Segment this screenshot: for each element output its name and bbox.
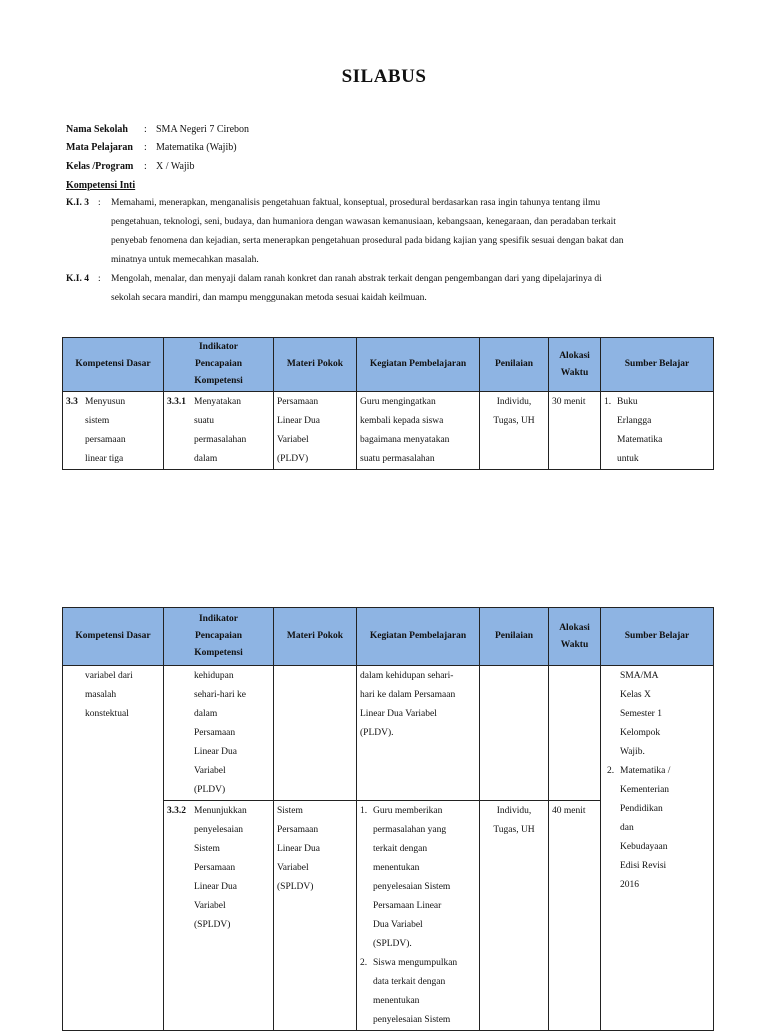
ki4-text: [111, 270, 704, 308]
ki4-block: K.I. 4 : Mengolah, menalar, dan menyaji dalam ranah konkret dan ranah abstrak terkait dengan pengembangan dari yang dipelajarinya di sekolah secara mandiri, dan mampu menggunakan metoda sesuai kaidah keilmuan.: [66, 270, 704, 310]
materi-line: Persamaan: [277, 397, 319, 407]
kegiatan-line: data terkait dengan: [373, 977, 446, 987]
document-title: SILABUS: [341, 66, 427, 87]
header-penilaian: Penilaian: [480, 338, 549, 392]
sumber-cell: [601, 392, 714, 470]
sumber-line: untuk: [617, 454, 639, 464]
kd-line: linear tiga: [85, 454, 124, 464]
ipk-line: dalam: [194, 454, 218, 464]
sumber-line: Kebudayaan: [620, 842, 668, 852]
ipk-line: Variabel: [194, 901, 226, 911]
ipk-line: Persamaan: [194, 863, 236, 873]
kegiatan-line: kembali kepada siswa: [360, 416, 444, 426]
kegiatan-line: dalam kehidupan sehari-: [360, 671, 454, 681]
class-row: Kelas /Program : X / Wajib: [66, 161, 195, 172]
materi-cell: [274, 666, 357, 801]
table-row: [63, 392, 714, 470]
kegiatan-line: menentukan: [373, 996, 420, 1006]
header-ipk: [164, 338, 274, 392]
materi-cell: [274, 392, 357, 470]
table-header-row: [63, 338, 714, 392]
kegiatan-line: Guru mengingatkan: [360, 397, 436, 407]
header-ipk-line: Indikator: [198, 614, 239, 624]
class-label: Kelas /Program: [66, 161, 134, 172]
header-ipk-line: Kompetensi: [194, 376, 243, 386]
ipk-line: Menunjukkan: [194, 806, 247, 816]
header-alokasi-line: Waktu: [560, 639, 589, 650]
sumber-line: SMA/MA: [620, 671, 659, 681]
school-row: Nama Sekolah : SMA Negeri 7 Cirebon: [66, 124, 250, 135]
header-materi: Materi Pokok: [274, 608, 357, 666]
ipk-line: Menyatakan: [194, 397, 241, 407]
core-competence-heading: Kompetensi Inti: [66, 180, 136, 191]
ipk-line: (SPLDV): [194, 920, 231, 930]
ipk-cell: [164, 801, 274, 1031]
sumber-line: Wajib.: [620, 747, 645, 757]
penilaian-cell: [480, 666, 549, 801]
kegiatan-line: terkait dengan: [373, 844, 428, 854]
ipk-line: Sistem: [194, 844, 220, 854]
header-ipk: [164, 608, 274, 666]
syllabus-table-1: [62, 337, 714, 470]
subject-value: Matematika (Wajib): [156, 142, 237, 153]
header-ipk-line: Kompetensi: [194, 648, 243, 658]
ipk-line: (PLDV): [194, 785, 226, 795]
header-ipk-line: Pencapaian: [195, 631, 242, 641]
subject-label: Mata Pelajaran: [66, 142, 133, 153]
penilaian-line: Individu,: [496, 806, 532, 816]
materi-cell: [274, 801, 357, 1031]
materi-line: (SPLDV): [277, 882, 314, 892]
header-alokasi: [549, 338, 601, 392]
school-label: Nama Sekolah: [66, 124, 128, 135]
header-penilaian: Penilaian: [480, 608, 549, 666]
kegiatan-line: Siswa mengumpulkan: [373, 958, 458, 968]
ki4-label: K.I. 4: [66, 274, 89, 284]
alokasi-value: 30 menit: [552, 397, 586, 407]
header-sumber: Sumber Belajar: [601, 338, 714, 392]
kd-line: Menyusun: [85, 397, 126, 407]
header-kegiatan: Kegiatan Pembelajaran: [357, 608, 480, 666]
kegiatan-line: (PLDV).: [360, 728, 394, 738]
kd-cell: [63, 666, 164, 1031]
ipk-line: suatu: [194, 416, 215, 426]
header-ipk-line: Pencapaian: [195, 359, 242, 369]
header-alokasi-line: Waktu: [560, 367, 589, 378]
table-header-row: [63, 608, 714, 666]
kegiatan-line: Linear Dua Variabel: [360, 709, 437, 719]
kegiatan-cell: [357, 801, 480, 1031]
header-alokasi: [549, 608, 601, 666]
sumber-line: Matematika: [617, 435, 663, 445]
sumber-line: 2016: [620, 880, 639, 890]
sumber-line: dan: [620, 823, 634, 833]
class-value: X / Wajib: [156, 161, 195, 172]
sumber-line: Kelompok: [620, 728, 661, 738]
ki4-line: sekolah secara mandiri, dan mampu menggunakan metoda sesuai kaidah keilmuan.: [111, 293, 427, 303]
ki3-label: K.I. 3: [66, 198, 89, 208]
ki3-line: Memahami, menerapkan, menganalisis pengetahuan faktual, konseptual, prosedural berdasarkan rasa ingin tahunya tentang ilmu: [111, 198, 601, 208]
kd-line: variabel dari: [85, 671, 133, 681]
header-kd: Kompetensi Dasar: [63, 338, 164, 392]
ipk-line: sehari-hari ke: [194, 690, 246, 700]
materi-line: (PLDV): [277, 454, 309, 464]
materi-line: Linear Dua: [277, 416, 320, 426]
ipk-line: Variabel: [194, 766, 226, 776]
kegiatan-cell: [357, 666, 480, 801]
ipk-number: 3.3.2: [167, 806, 186, 816]
ki3-line: minatnya untuk memecahkan masalah.: [111, 255, 259, 265]
sumber-number: 2.: [607, 766, 615, 776]
header-kegiatan: Kegiatan Pembelajaran: [357, 338, 480, 392]
ipk-line: Persamaan: [194, 728, 236, 738]
alokasi-cell: [549, 801, 601, 1031]
ipk-line: Linear Dua: [194, 882, 237, 892]
ipk-line: Linear Dua: [194, 747, 237, 757]
kegiatan-cell: [357, 392, 480, 470]
materi-line: Sistem: [277, 806, 303, 816]
kegiatan-line: suatu permasalahan: [360, 454, 435, 464]
kegiatan-line: Dua Variabel: [373, 920, 423, 930]
sumber-line: Erlangga: [617, 416, 652, 426]
ki4-line: Mengolah, menalar, dan menyaji dalam ranah konkret dan ranah abstrak terkait dengan pengembangan dari yang dipelajarinya di: [111, 274, 602, 284]
materi-line: Variabel: [277, 863, 309, 873]
kegiatan-line: permasalahan yang: [373, 825, 447, 835]
sumber-line: Edisi Revisi: [620, 861, 667, 871]
kegiatan-line: penyelesaian Sistem: [373, 882, 451, 892]
ki3-line: penyebab fenomena dan kejadian, serta menerapkan pengetahuan prosedural pada bidang kajian yang spesifik sesuai dengan bakat dan: [111, 236, 624, 246]
kd-line: konstektual: [85, 709, 129, 719]
kegiatan-line: bagaimana menyatakan: [360, 435, 450, 445]
table-row: [63, 666, 714, 801]
ki3-block: K.I. 3 : Memahami, menerapkan, menganalisis pengetahuan faktual, konseptual, prosedural berdasarkan rasa ingin tahunya tentang ilmu pengetahuan, teknologi, seni, budaya, dan humaniora dengan wawasan kemanusiaan, kebangsaan, kenegaraan, dan peradaban terkait penyebab fenomena dan kejadian, serta menerapkan pengetahuan prosedural pada bidang kajian yang spesifik sesuai dengan bakat dan minatnya untuk memecahkan masalah.: [66, 194, 704, 270]
sumber-cell: [601, 666, 714, 1031]
header-sumber: Sumber Belajar: [601, 608, 714, 666]
ki3-text: [111, 194, 704, 270]
kd-line: persamaan: [85, 435, 126, 445]
penilaian-line: Individu,: [496, 397, 532, 407]
kegiatan-line: (SPLDV).: [373, 939, 412, 949]
penilaian-line: Tugas, UH: [493, 825, 535, 835]
sumber-line: Buku: [617, 397, 638, 407]
kd-line: sistem: [85, 416, 110, 426]
ipk-cell: [164, 392, 274, 470]
materi-line: Variabel: [277, 435, 309, 445]
syllabus-table-2: [62, 607, 714, 1031]
sumber-line: Kementerian: [620, 785, 670, 795]
ipk-line: permasalahan: [194, 435, 247, 445]
kegiatan-number: 1.: [360, 806, 368, 816]
kegiatan-line: Guru memberikan: [373, 806, 443, 816]
materi-line: Persamaan: [277, 825, 319, 835]
kd-number: 3.3: [66, 397, 78, 407]
ki3-line: pengetahuan, teknologi, seni, budaya, dan humaniora dengan wawasan kemanusiaan, kebangsaan, kenegaraan, dan peradaban terkait: [111, 217, 616, 227]
sumber-line: Matematika /: [620, 766, 671, 776]
penilaian-line: Tugas, UH: [493, 416, 535, 426]
sumber-line: Kelas X: [620, 690, 651, 700]
ipk-number: 3.3.1: [167, 397, 186, 407]
alokasi-cell: [549, 392, 601, 470]
materi-line: Linear Dua: [277, 844, 320, 854]
ipk-line: penyelesaian: [194, 825, 244, 835]
sumber-line: Pendidikan: [620, 804, 663, 814]
header-kd: Kompetensi Dasar: [63, 608, 164, 666]
school-value: SMA Negeri 7 Cirebon: [156, 124, 250, 135]
header-alokasi-line: Alokasi: [559, 350, 590, 361]
header-ipk-line: Indikator: [198, 342, 239, 352]
kegiatan-line: hari ke dalam Persamaan: [360, 690, 456, 700]
penilaian-cell: [480, 392, 549, 470]
alokasi-value: 40 menit: [552, 806, 586, 816]
header-materi: Materi Pokok: [274, 338, 357, 392]
sumber-number: 1.: [604, 397, 612, 407]
header-alokasi-line: Alokasi: [559, 622, 590, 633]
penilaian-cell: [480, 801, 549, 1031]
subject-row: Mata Pelajaran : Matematika (Wajib): [66, 142, 237, 153]
kd-cell: [63, 392, 164, 470]
kegiatan-number: 2.: [360, 958, 368, 968]
alokasi-cell: [549, 666, 601, 801]
ipk-line: dalam: [194, 709, 218, 719]
ipk-line: kehidupan: [194, 671, 234, 681]
kegiatan-line: Persamaan Linear: [373, 901, 442, 911]
sumber-line: Semester 1: [620, 709, 662, 719]
kd-line: masalah: [85, 690, 117, 700]
ipk-cell: [164, 666, 274, 801]
kegiatan-line: menentukan: [373, 863, 420, 873]
kegiatan-line: penyelesaian Sistem: [373, 1015, 451, 1025]
